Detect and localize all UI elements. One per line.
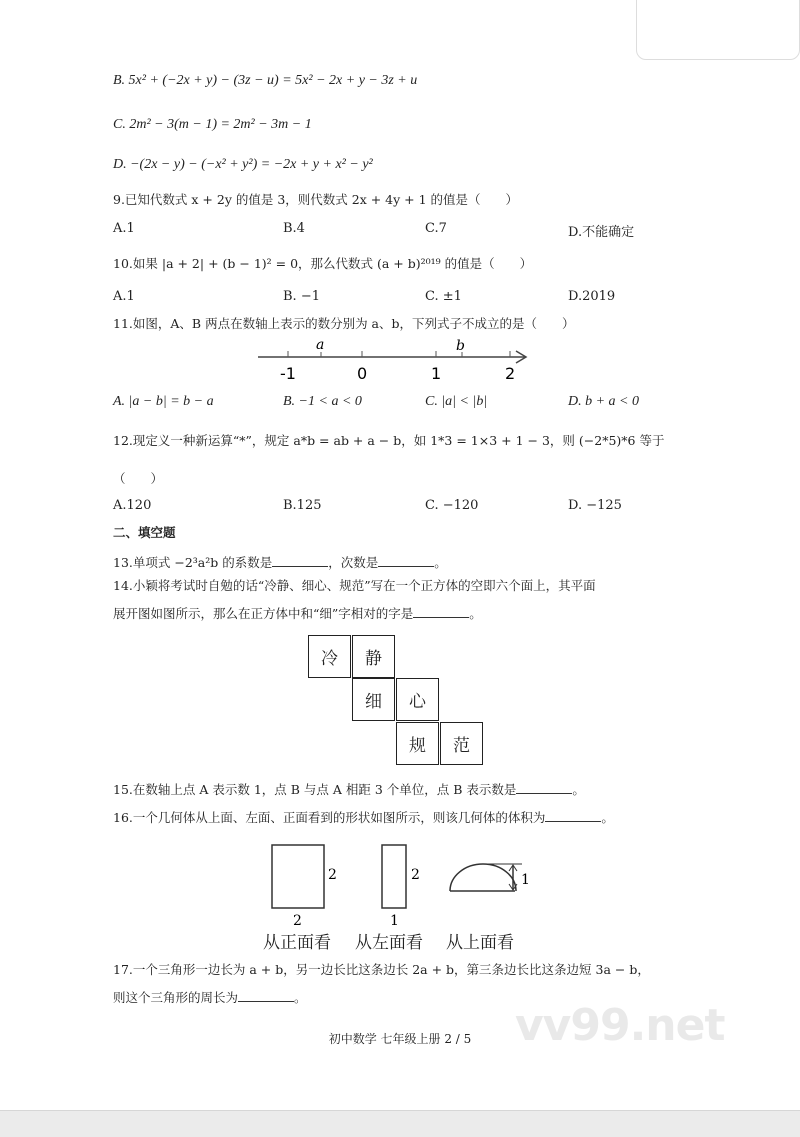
answer-blank[interactable]	[516, 781, 572, 794]
q12-option: A.120	[113, 498, 152, 513]
tick-label: 2	[505, 364, 516, 383]
front-side-label: 2	[328, 867, 337, 883]
q8-option-d: D. −(2x − y) − (−x² + y²) = −2x + y + x² − y²	[113, 157, 373, 172]
q16	[113, 809, 614, 827]
q8-option-b: B. 5x² + (−2x + y) − (3z − u) = 5x² − 2x + y − 3z + u	[113, 73, 418, 88]
q9-stem: 9.已知代数式 x + 2y 的值是 3，则代数式 2x + 4y + 1 的值是（ ）	[113, 192, 519, 207]
answer-blank[interactable]	[238, 989, 294, 1002]
q11-stem: 11.如图，A、B 两点在数轴上表示的数分别为 a、b，下列式子不成立的是（ ）	[113, 316, 575, 331]
q9-option: B.4	[283, 221, 305, 236]
q9-option: C.7	[425, 221, 447, 236]
q13-end: 。	[434, 555, 447, 570]
q11-option: C. |a| < |b|	[425, 394, 488, 409]
top-view-caption: 从上面看	[446, 933, 514, 953]
front-view-square	[272, 845, 324, 908]
page-corner	[636, 0, 800, 60]
q10-stem: 10.如果 |a + 2| + (b − 1)² = 0，那么代数式 (a + b)²⁰¹⁹ 的值是（ ）	[113, 256, 533, 271]
top-height-label: 1	[521, 872, 530, 888]
net-cell: 静	[352, 635, 395, 678]
tick-label: -1	[280, 364, 296, 383]
section-heading: 二、填空题	[113, 525, 176, 540]
top-view-semicircle	[450, 864, 516, 891]
q15-end: 。	[572, 782, 585, 797]
left-view-caption: 从左面看	[355, 933, 423, 953]
q10-option: A.1	[113, 289, 135, 304]
viewer-bottom-bar	[0, 1110, 800, 1137]
net-cell: 心	[396, 678, 439, 721]
net-cell: 范	[440, 722, 483, 765]
q15-text: 15.在数轴上点 A 表示数 1，点 B 与点 A 相距 3 个单位，点 B 表示数是	[113, 782, 517, 797]
q17-end: 。	[294, 990, 307, 1005]
point-a-label: a	[316, 337, 325, 353]
tick-label: 0	[357, 364, 368, 383]
left-side-label: 2	[411, 867, 420, 883]
number-line-figure	[250, 335, 540, 383]
left-bottom-label: 1	[390, 913, 399, 929]
q11-option: D. b + a < 0	[568, 394, 640, 409]
front-view-caption: 从正面看	[263, 933, 331, 953]
q17-line1: 17.一个三角形一边长为 a + b，另一边长比这条边长 2a + b，第三条边长比这条边短 3a − b，	[113, 962, 650, 977]
q9-option: D.不能确定	[568, 225, 635, 240]
q17-line2	[113, 989, 307, 1007]
net-cell: 规	[396, 722, 439, 765]
tick-label: 1	[431, 364, 442, 383]
q12-option: C. −120	[425, 498, 479, 513]
q14-line1: 14.小颖将考试时自勉的话“冷静、细心、规范”写在一个正方体的空即六个面上，其平面	[113, 578, 596, 593]
q15	[113, 781, 585, 799]
q14-end: 。	[469, 606, 482, 621]
answer-blank[interactable]	[413, 605, 469, 618]
q16-text: 16.一个几何体从上面、左面、正面看到的形状如图所示，则该几何体的体积为	[113, 810, 546, 825]
answer-blank[interactable]	[378, 554, 434, 567]
q14-line2	[113, 605, 482, 623]
q10-option: B. −1	[283, 289, 320, 304]
q12-stem: 12.现定义一种新运算“*”，规定 a*b = ab + a − b，如 1*3 = 1×3 + 1 − 3，则 (−2*5)*6 等于	[113, 433, 665, 448]
answer-blank[interactable]	[545, 809, 601, 822]
q13-text: ，次数是	[328, 555, 379, 570]
q13	[113, 554, 447, 572]
front-bottom-label: 2	[293, 913, 302, 929]
q12-option: D. −125	[568, 498, 622, 513]
q14-text: 展开图如图所示，那么在正方体中和“细”字相对的字是	[113, 606, 414, 621]
net-cell: 冷	[308, 635, 351, 678]
q12-paren: （ ）	[113, 471, 164, 486]
answer-blank[interactable]	[272, 554, 328, 567]
q12-option: B.125	[283, 498, 322, 513]
left-view-rect	[382, 845, 406, 908]
q8-option-c: C. 2m² − 3(m − 1) = 2m² − 3m − 1	[113, 117, 312, 132]
page-footer: 初中数学 七年级上册 2 / 5	[328, 1032, 472, 1046]
q10-option: D.2019	[568, 289, 616, 304]
q10-option: C. ±1	[425, 289, 462, 304]
q13-text: 13.单项式 −2³a²b 的系数是	[113, 555, 273, 570]
q11-option: B. −1 < a < 0	[283, 394, 362, 409]
q16-end: 。	[601, 810, 614, 825]
three-view-figure	[260, 835, 540, 930]
q17-text: 则这个三角形的周长为	[113, 990, 239, 1005]
point-b-label: b	[456, 338, 465, 354]
q11-option: A. |a − b| = b − a	[113, 394, 214, 409]
net-cell: 细	[352, 678, 395, 721]
watermark: vv99.net	[515, 1000, 725, 1051]
q9-option: A.1	[113, 221, 135, 236]
